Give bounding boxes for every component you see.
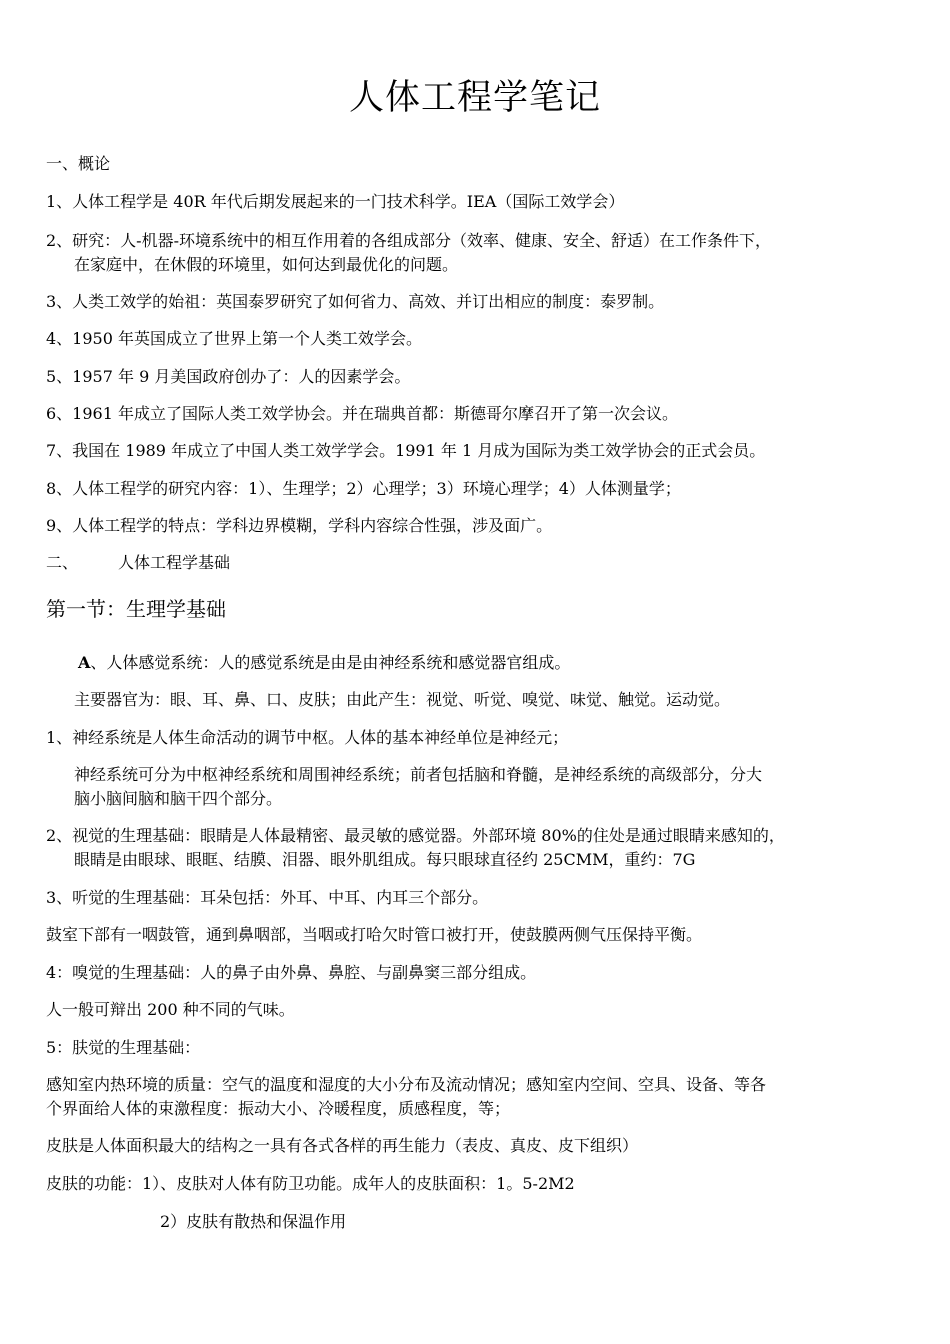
skin-sense-heading: 5：肤觉的生理基础： xyxy=(46,1038,201,1057)
smell-line: 4：嗅觉的生理基础：人的鼻子由外鼻、鼻腔、与副鼻窦三部分组成。 xyxy=(46,963,537,982)
skin-function-line-1: 皮肤的功能：1）、皮肤对人体有防卫功能。成年人的皮肤面积：1。5-2M2 xyxy=(46,1174,575,1193)
thermal-sense-line-1: 感知室内热环境的质量：空气的温度和湿度的大小分布及流动情况；感知室内空间、空具、设备、等各 xyxy=(46,1075,767,1094)
paragraph-6: 6、1961 年成立了国际人类工效学协会。并在瑞典首都：斯德哥尔摩召开了第一次会议。 xyxy=(46,404,678,423)
eardrum-line: 鼓室下部有一咽鼓管，通到鼻咽部，当咽或打哈欠时管口被打开，使鼓膜两侧气压保持平衡。 xyxy=(46,925,703,944)
paragraph-3: 3、人类工效学的始祖：英国泰罗研究了如何省力、高效、并订出相应的制度：泰罗制。 xyxy=(46,292,665,311)
paragraph-2-line-2: 在家庭中，在休假的环境里，如何达到最优化的问题。 xyxy=(74,255,459,274)
thermal-sense-line-2: 个界面给人体的束激程度：振动大小、冷暖程度，质感程度，等； xyxy=(46,1099,511,1118)
smell-count-line: 人一般可辩出 200 种不同的气味。 xyxy=(46,1000,295,1019)
heading-basics-number: 二、 xyxy=(46,553,79,572)
nervous-system-1: 1、神经系统是人体生命活动的调节中枢。人体的基本神经单位是神经元； xyxy=(46,728,569,747)
skin-function-line-2: 2）皮肤有散热和保温作用 xyxy=(160,1212,347,1231)
paragraph-7: 7、我国在 1989 年成立了中国人类工效学学会。1991 年 1 月成为国际为类工效学协会的正式会员。 xyxy=(46,441,766,460)
paragraph-5: 5、1957 年 9 月美国政府创办了：人的因素学会。 xyxy=(46,367,411,386)
main-organs-line: 主要器官为：眼、耳、鼻、口、皮肤；由此产生：视觉、听觉、嗅觉、味觉、触觉。运动觉。 xyxy=(74,690,731,709)
paragraph-2-line-1: 2、研究：人-机器-环境系统中的相互作用着的各组成部分（效率、健康、安全、舒适）在工作条件下， xyxy=(46,231,771,250)
hearing-line: 3、听觉的生理基础：耳朵包括：外耳、中耳、内耳三个部分。 xyxy=(46,888,489,907)
heading-basics xyxy=(46,551,910,574)
heading-overview: 一、概论 xyxy=(46,154,111,173)
heading-basics-text: 人体工程学基础 xyxy=(118,553,231,572)
nervous-system-detail-line-1: 神经系统可分为中枢神经系统和周围神经系统；前者包括脑和脊髓，是神经系统的高级部分，分大 xyxy=(74,765,763,784)
section-heading-physiology: 第一节：生理学基础 xyxy=(46,597,226,621)
sensory-text: 、人体感觉系统：人的感觉系统是由是由神经系统和感觉器官组成。 xyxy=(90,653,571,672)
paragraph-8: 8、人体工程学的研究内容：1）、生理学；2）心理学；3）环境心理学；4）人体测量学； xyxy=(46,479,681,498)
paragraph-9: 9、人体工程学的特点：学科边界模糊，学科内容综合性强，涉及面广。 xyxy=(46,516,553,535)
sensory-letter: A xyxy=(78,653,91,672)
sensory-system-line xyxy=(46,651,942,674)
vision-line-1: 2、视觉的生理基础：眼睛是人体最精密、最灵敏的感觉器。外部环境 80%的住处是通过眼睛来感知的， xyxy=(46,826,785,845)
skin-structure-line: 皮肤是人体面积最大的结构之一具有各式各样的再生能力（表皮、真皮、皮下组织） xyxy=(46,1136,639,1155)
document-title: 人体工程学笔记 xyxy=(348,78,601,118)
paragraph-1: 1、人体工程学是 40R 年代后期发展起来的一门技术科学。IEA（国际工效学会） xyxy=(46,192,625,211)
nervous-system-detail-line-2: 脑小脑间脑和脑干四个部分。 xyxy=(74,789,283,808)
vision-line-2: 眼睛是由眼球、眼眶、结膜、泪器、眼外肌组成。每只眼球直径约 25CMM，重约：7G xyxy=(74,850,696,869)
paragraph-4: 4、1950 年英国成立了世界上第一个人类工效学会。 xyxy=(46,329,422,348)
